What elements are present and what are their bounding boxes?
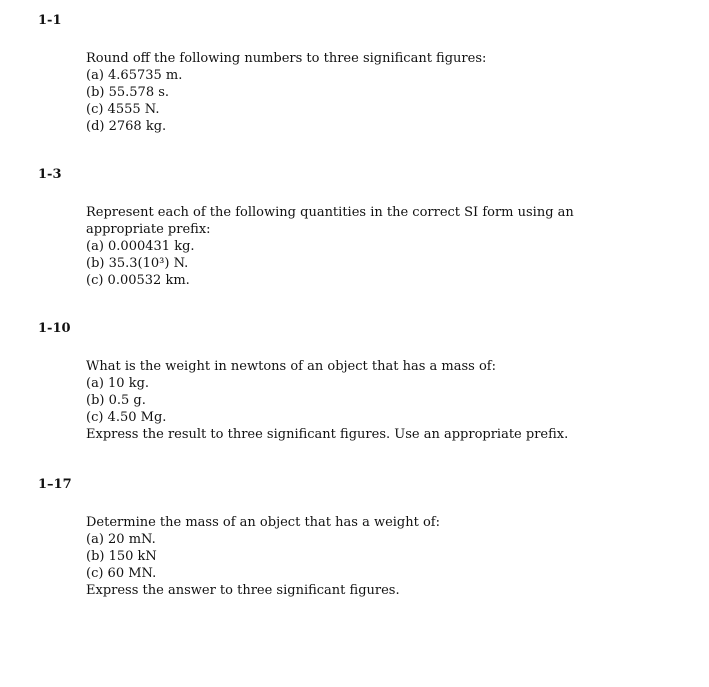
problem-prompt: Determine the mass of an object that has a weight of: <box>86 515 441 530</box>
problem-number: 1–17 <box>38 477 72 492</box>
problem-text <box>86 514 646 599</box>
problem-part-a: (a) 0.000431 kg. <box>86 239 195 254</box>
problem-number: 1-10 <box>38 321 71 336</box>
problem-instruction: Express the answer to three significant figures. <box>86 583 400 598</box>
problem-prompt: Represent each of the following quantities in the correct SI form using an appropriate prefix: <box>86 205 578 237</box>
problem-part-a: (a) 4.65735 m. <box>86 68 183 83</box>
problem-prompt: What is the weight in newtons of an object that has a mass of: <box>86 359 496 374</box>
problem-part-c: (c) 4.50 Mg. <box>86 410 167 425</box>
problem-number: 1-1 <box>38 13 62 28</box>
problem-number: 1-3 <box>38 167 62 182</box>
problem-text <box>86 204 646 289</box>
problem-part-b: (b) 55.578 s. <box>86 85 170 100</box>
problem-part-c: (c) 4555 N. <box>86 102 160 117</box>
problem-part-a: (a) 10 kg. <box>86 376 150 391</box>
problem-part-c: (c) 0.00532 km. <box>86 273 190 288</box>
problem-part-c: (c) 60 MN. <box>86 566 157 581</box>
problem-part-a: (a) 20 mN. <box>86 532 156 547</box>
problem-part-d: (d) 2768 kg. <box>86 119 167 134</box>
problem-prompt: Round off the following numbers to three significant figures: <box>86 51 487 66</box>
problem-text <box>86 50 646 135</box>
problem-text <box>86 358 646 443</box>
problem-part-b: (b) 35.3(10³) N. <box>86 256 189 271</box>
problem-instruction: Express the result to three significant figures. Use an appropriate prefix. <box>86 427 569 442</box>
problem-part-b: (b) 0.5 g. <box>86 393 146 408</box>
problem-part-b: (b) 150 kN <box>86 549 157 564</box>
